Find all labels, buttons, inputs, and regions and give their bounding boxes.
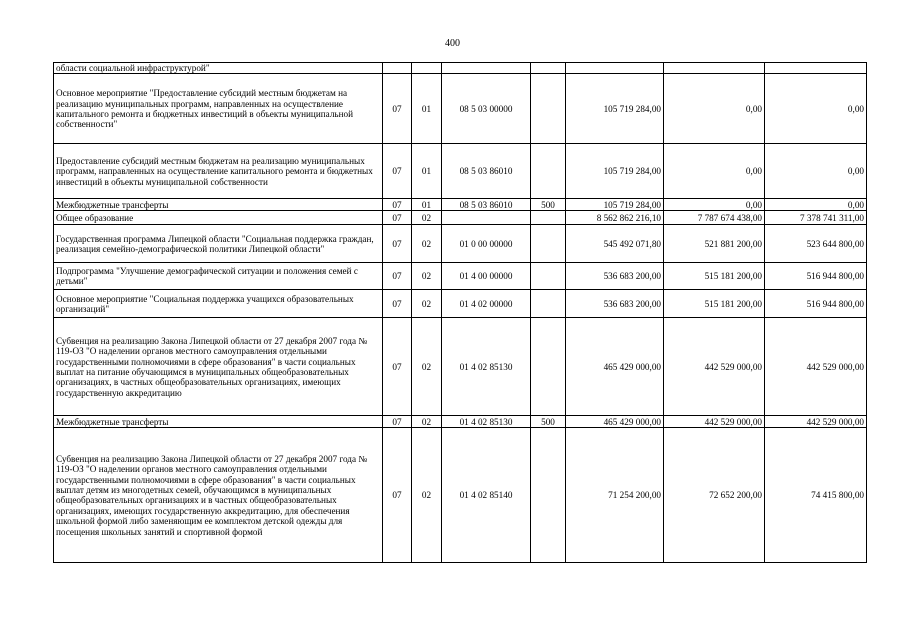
expense-type-cell	[531, 290, 566, 318]
row-name-cell: Основное мероприятие "Предоставление субсидий местным бюджетам на реализацию муниципальных программ, направленных на осуществление капитального ремонта и бюджетных инвестиций в объекты муниципальной собственности"	[54, 74, 383, 144]
razdel-cell: 07	[383, 318, 412, 416]
amount-year3-cell: 0,00	[765, 199, 867, 211]
amount-year1-cell: 8 562 862 216,10	[566, 211, 664, 225]
amount-year1-cell: 105 719 284,00	[566, 144, 664, 199]
podrazdel-cell: 01	[412, 144, 442, 199]
podrazdel-cell: 02	[412, 225, 442, 263]
amount-year3-cell	[765, 63, 867, 74]
target-article-cell: 01 4 02 85130	[442, 416, 531, 428]
target-article-cell: 08 5 03 86010	[442, 144, 531, 199]
expense-type-cell	[531, 263, 566, 290]
row-name-cell: Субвенция на реализацию Закона Липецкой области от 27 декабря 2007 года № 119-ОЗ "О наделении органов местного самоуправления отдельными государственными полномочиями в сфере образования" в части социальных выплат на питание обучающимся в муниципальных общеобразовательных организациях, в частных общеобразовательных организациях, имеющих государственную аккредитацию	[54, 318, 383, 416]
table-row	[54, 318, 867, 416]
amount-year1-cell: 465 429 000,00	[566, 318, 664, 416]
amount-year3-cell: 442 529 000,00	[765, 318, 867, 416]
podrazdel-cell: 02	[412, 416, 442, 428]
razdel-cell: 07	[383, 428, 412, 563]
amount-year1-cell	[566, 63, 664, 74]
amount-year2-cell	[664, 63, 765, 74]
amount-year3-cell: 0,00	[765, 144, 867, 199]
table-row	[54, 199, 867, 211]
row-name-cell: Общее образование	[54, 211, 383, 225]
page-number: 400	[445, 38, 460, 49]
expense-type-cell	[531, 428, 566, 563]
budget-table	[53, 62, 867, 563]
amount-year2-cell: 0,00	[664, 74, 765, 144]
expense-type-cell	[531, 144, 566, 199]
table-row	[54, 144, 867, 199]
razdel-cell	[383, 63, 412, 74]
table-row	[54, 74, 867, 144]
razdel-cell: 07	[383, 199, 412, 211]
razdel-cell: 07	[383, 74, 412, 144]
razdel-cell: 07	[383, 416, 412, 428]
amount-year2-cell: 72 652 200,00	[664, 428, 765, 563]
table-row	[54, 211, 867, 225]
amount-year2-cell: 442 529 000,00	[664, 416, 765, 428]
podrazdel-cell: 01	[412, 74, 442, 144]
podrazdel-cell: 02	[412, 428, 442, 563]
row-name-cell: Основное мероприятие "Социальная поддержка учащихся образовательных организаций"	[54, 290, 383, 318]
expense-type-cell	[531, 318, 566, 416]
podrazdel-cell: 02	[412, 290, 442, 318]
razdel-cell: 07	[383, 144, 412, 199]
target-article-cell: 01 4 00 00000	[442, 263, 531, 290]
expense-type-cell	[531, 74, 566, 144]
table-row	[54, 428, 867, 563]
target-article-cell: 01 0 00 00000	[442, 225, 531, 263]
row-name-cell: Межбюджетные трансферты	[54, 416, 383, 428]
target-article-cell: 01 4 02 00000	[442, 290, 531, 318]
row-name-cell: Предоставление субсидий местным бюджетам на реализацию муниципальных программ, направленных на осуществление капитального ремонта и бюджетных инвестиций в объекты муниципальной собственности	[54, 144, 383, 199]
expense-type-cell: 500	[531, 199, 566, 211]
target-article-cell: 01 4 02 85140	[442, 428, 531, 563]
amount-year2-cell: 7 787 674 438,00	[664, 211, 765, 225]
podrazdel-cell: 01	[412, 199, 442, 211]
amount-year3-cell: 516 944 800,00	[765, 290, 867, 318]
row-name-cell: Субвенция на реализацию Закона Липецкой области от 27 декабря 2007 года № 119-ОЗ "О наделении органов местного самоуправления отдельными государственными полномочиями в сфере образования" в части социальных выплат детям из многодетных семей, обучающимся в муниципальных общеобразовательных организациях и в частных общеобразовательных организациях, имеющих государственную аккредитацию, для обеспечения школьной формой либо заменяющим ее комплектом детской одежды для посещения школьных занятий и спортивной формой	[54, 428, 383, 563]
razdel-cell: 07	[383, 263, 412, 290]
amount-year2-cell: 515 181 200,00	[664, 263, 765, 290]
razdel-cell: 07	[383, 211, 412, 225]
amount-year2-cell: 442 529 000,00	[664, 318, 765, 416]
amount-year3-cell: 74 415 800,00	[765, 428, 867, 563]
razdel-cell: 07	[383, 290, 412, 318]
podrazdel-cell: 02	[412, 263, 442, 290]
amount-year2-cell: 515 181 200,00	[664, 290, 765, 318]
table-row	[54, 225, 867, 263]
target-article-cell: 01 4 02 85130	[442, 318, 531, 416]
amount-year3-cell: 0,00	[765, 74, 867, 144]
expense-type-cell	[531, 63, 566, 74]
amount-year1-cell: 536 683 200,00	[566, 290, 664, 318]
amount-year2-cell: 0,00	[664, 199, 765, 211]
podrazdel-cell: 02	[412, 318, 442, 416]
amount-year1-cell: 465 429 000,00	[566, 416, 664, 428]
row-name-cell: области социальной инфраструктурой"	[54, 63, 383, 74]
amount-year1-cell: 105 719 284,00	[566, 74, 664, 144]
row-name-cell: Государственная программа Липецкой области "Социальная поддержка граждан, реализация семейно-демографической политики Липецкой области"	[54, 225, 383, 263]
podrazdel-cell: 02	[412, 211, 442, 225]
table-row	[54, 290, 867, 318]
target-article-cell	[442, 63, 531, 74]
row-name-cell: Межбюджетные трансферты	[54, 199, 383, 211]
amount-year1-cell: 71 254 200,00	[566, 428, 664, 563]
target-article-cell	[442, 211, 531, 225]
amount-year2-cell: 521 881 200,00	[664, 225, 765, 263]
expense-type-cell	[531, 225, 566, 263]
table-row	[54, 263, 867, 290]
amount-year3-cell: 442 529 000,00	[765, 416, 867, 428]
table-row	[54, 63, 867, 74]
row-name-cell: Подпрограмма "Улучшение демографической ситуации и положения семей с детьми"	[54, 263, 383, 290]
expense-type-cell	[531, 211, 566, 225]
amount-year1-cell: 536 683 200,00	[566, 263, 664, 290]
amount-year1-cell: 105 719 284,00	[566, 199, 664, 211]
podrazdel-cell	[412, 63, 442, 74]
target-article-cell: 08 5 03 00000	[442, 74, 531, 144]
amount-year1-cell: 545 492 071,80	[566, 225, 664, 263]
table-row	[54, 416, 867, 428]
amount-year3-cell: 523 644 800,00	[765, 225, 867, 263]
amount-year2-cell: 0,00	[664, 144, 765, 199]
expense-type-cell: 500	[531, 416, 566, 428]
amount-year3-cell: 516 944 800,00	[765, 263, 867, 290]
amount-year3-cell: 7 378 741 311,00	[765, 211, 867, 225]
razdel-cell: 07	[383, 225, 412, 263]
target-article-cell: 08 5 03 86010	[442, 199, 531, 211]
